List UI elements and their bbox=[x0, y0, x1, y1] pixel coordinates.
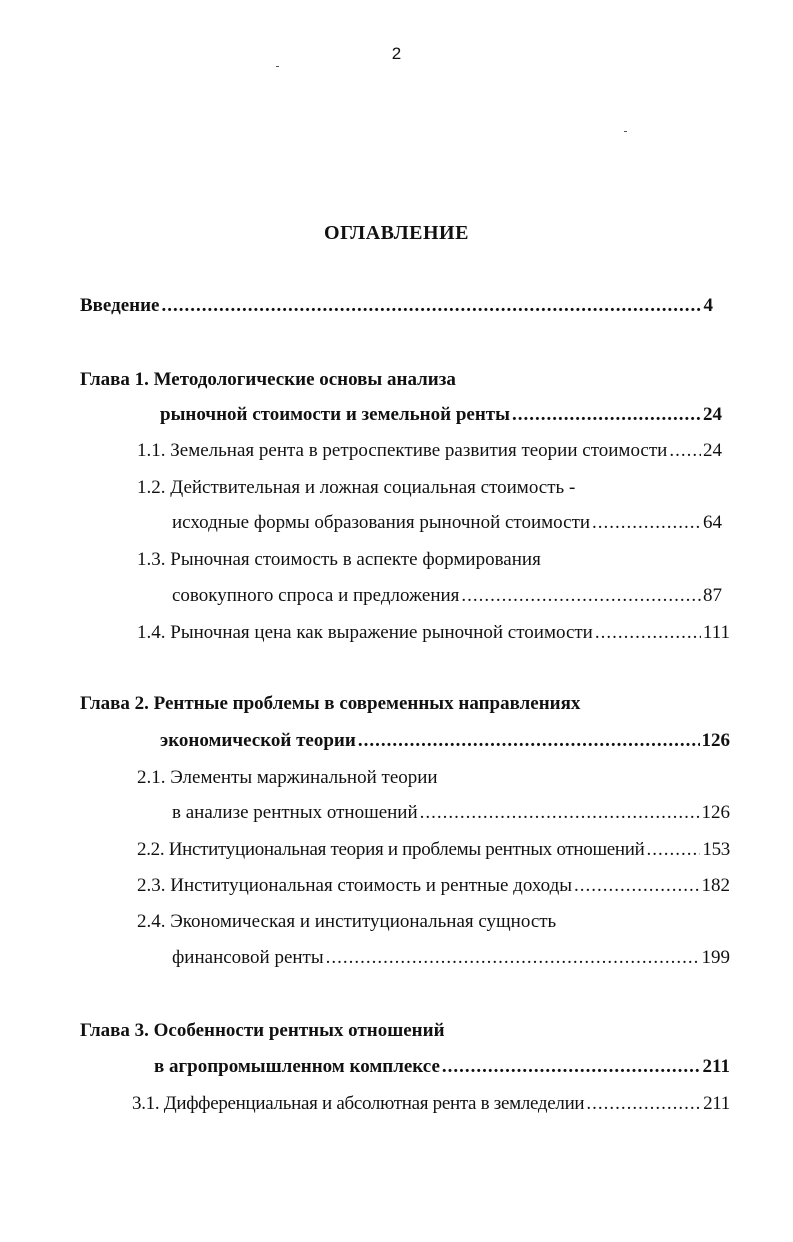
toc-entry-text: 3.1. Дифференциальная и абсолютная рента в земледелии bbox=[132, 1093, 585, 1114]
toc-entry-2-1-line1[interactable]: 2.1. Элементы маржинальной теории bbox=[137, 767, 438, 788]
toc-entry-page: 182 bbox=[701, 875, 730, 896]
leader-dots bbox=[358, 728, 700, 754]
toc-entry-text: 2.3. Институциональная стоимость и рентные доходы bbox=[137, 875, 573, 896]
toc-entry-text: 1.1. Земельная рента в ретроспективе развития теории стоимости bbox=[137, 440, 668, 461]
leader-dots bbox=[595, 620, 701, 646]
toc-entry-2-4-line1[interactable]: 2.4. Экономическая и институциональная сущность bbox=[137, 911, 557, 932]
toc-entry-1-3-line1[interactable]: 1.3. Рыночная стоимость в аспекте формирования bbox=[137, 549, 541, 570]
toc-entry-text: финансовой ренты bbox=[172, 947, 324, 968]
leader-dots bbox=[512, 402, 701, 428]
toc-entry-text: рыночной стоимости и земельной ренты bbox=[160, 404, 510, 425]
toc-entry-1-4[interactable] bbox=[137, 620, 730, 646]
toc-entry-page: 111 bbox=[702, 622, 730, 643]
leader-dots bbox=[669, 438, 701, 464]
toc-entry-chapter-2[interactable] bbox=[160, 728, 730, 754]
toc-entry-text: исходные формы образования рыночной стоимости bbox=[172, 512, 591, 533]
chapter-3-title[interactable]: Глава 3. Особенности рентных отношений bbox=[80, 1020, 445, 1041]
toc-entry-page: 126 bbox=[701, 730, 730, 751]
chapter-2-title[interactable]: Глава 2. Рентные проблемы в современных направлениях bbox=[80, 693, 581, 714]
toc-entry-chapter-1[interactable] bbox=[160, 402, 722, 428]
leader-dots bbox=[647, 837, 701, 863]
toc-entry-1-3[interactable] bbox=[172, 583, 722, 609]
toc-entry-page: 87 bbox=[703, 585, 722, 606]
toc-entry-text: в агропромышленном комплексе bbox=[154, 1056, 440, 1077]
toc-entry-2-2[interactable] bbox=[137, 837, 730, 863]
toc-entry-2-1[interactable] bbox=[172, 800, 730, 826]
toc-entry-page: 24 bbox=[703, 404, 722, 425]
toc-entry-1-2[interactable] bbox=[172, 510, 722, 536]
toc-entry-text: совокупного спроса и предложения bbox=[172, 585, 460, 606]
toc-entry-1-2-line1[interactable]: 1.2. Действительная и ложная социальная стоимость - bbox=[137, 477, 576, 498]
leader-dots bbox=[574, 873, 699, 899]
toc-entry-3-1[interactable] bbox=[132, 1091, 730, 1117]
toc-entry-text: 2.2. Институциональная теория и проблемы рентных отношений bbox=[137, 839, 645, 860]
leader-dots bbox=[162, 293, 702, 319]
toc-entry-page: 199 bbox=[701, 947, 730, 968]
toc-entry-page: 126 bbox=[701, 802, 730, 823]
toc-entry-text: экономической теории bbox=[160, 730, 356, 751]
leader-dots bbox=[442, 1054, 701, 1080]
leader-dots bbox=[586, 1091, 701, 1117]
scan-speck bbox=[624, 131, 627, 132]
toc-entry-page: 211 bbox=[702, 1056, 730, 1077]
leader-dots bbox=[592, 510, 701, 536]
toc-entry-2-3[interactable] bbox=[137, 873, 730, 899]
toc-entry-page: 153 bbox=[702, 839, 730, 860]
scan-speck bbox=[276, 66, 279, 67]
toc-entry-page: 211 bbox=[703, 1093, 730, 1114]
toc-entry-text: в анализе рентных отношений bbox=[172, 802, 418, 823]
toc-entry-page: 24 bbox=[703, 440, 722, 461]
toc-entry-page: 4 bbox=[703, 295, 713, 316]
toc-entry-intro[interactable] bbox=[80, 293, 713, 319]
toc-entry-page: 64 bbox=[703, 512, 722, 533]
leader-dots bbox=[461, 583, 701, 609]
toc-entry-2-4[interactable] bbox=[172, 945, 730, 971]
leader-dots bbox=[420, 800, 700, 826]
toc-entry-text: Введение bbox=[80, 295, 160, 316]
toc-heading: ОГЛАВЛЕНИЕ bbox=[324, 222, 469, 244]
leader-dots bbox=[326, 945, 700, 971]
toc-entry-text: 1.4. Рыночная цена как выражение рыночной стоимости bbox=[137, 622, 593, 643]
chapter-1-title[interactable]: Глава 1. Методологические основы анализа bbox=[80, 369, 456, 390]
toc-entry-chapter-3[interactable] bbox=[154, 1054, 730, 1080]
page-number: 2 bbox=[391, 44, 402, 63]
toc-entry-1-1[interactable] bbox=[137, 438, 722, 464]
